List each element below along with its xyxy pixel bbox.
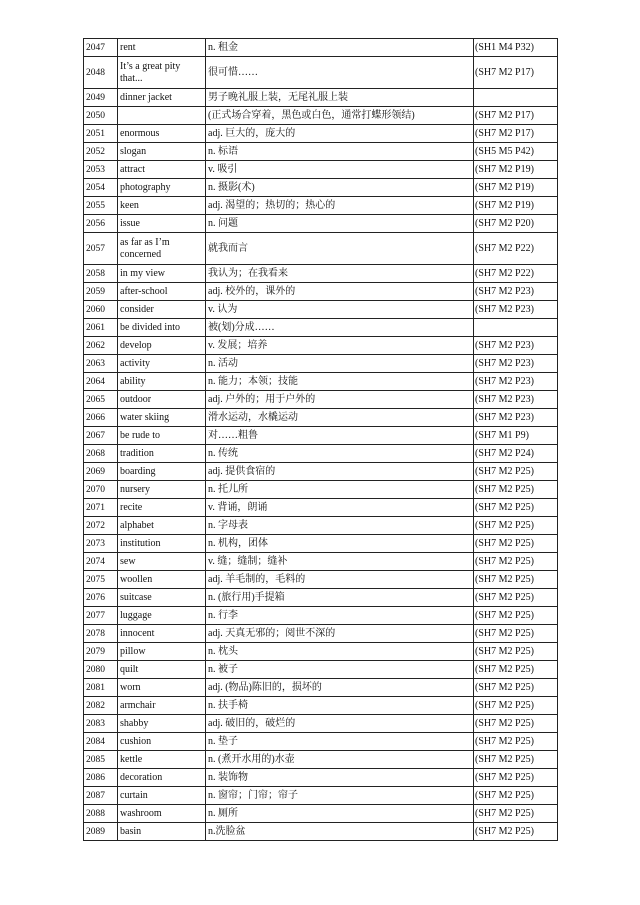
entry-word: kettle	[118, 751, 206, 769]
entry-meaning: n. 传统	[206, 445, 474, 463]
entry-meaning: 男子晚礼服上装，无尾礼服上装	[206, 89, 474, 107]
entry-word: basin	[118, 823, 206, 841]
entry-meaning: v. 认为	[206, 301, 474, 319]
entry-source: (SH7 M2 P25)	[474, 499, 558, 517]
entry-word: alphabet	[118, 517, 206, 535]
table-row	[84, 553, 558, 571]
entry-source: (SH7 M2 P24)	[474, 445, 558, 463]
entry-source: (SH7 M2 P25)	[474, 535, 558, 553]
entry-word: slogan	[118, 143, 206, 161]
entry-number: 2060	[84, 301, 118, 319]
entry-source: (SH7 M2 P25)	[474, 769, 558, 787]
table-row	[84, 143, 558, 161]
entry-meaning: n. 标语	[206, 143, 474, 161]
entry-word: enormous	[118, 125, 206, 143]
entry-source: (SH7 M2 P25)	[474, 517, 558, 535]
entry-source: (SH7 M2 P23)	[474, 391, 558, 409]
entry-meaning: n. 托儿所	[206, 481, 474, 499]
entry-source: (SH7 M2 P23)	[474, 283, 558, 301]
entry-source: (SH7 M2 P25)	[474, 589, 558, 607]
entry-number: 2070	[84, 481, 118, 499]
entry-word: sew	[118, 553, 206, 571]
entry-meaning: n. 枕头	[206, 643, 474, 661]
entry-meaning: n. 问题	[206, 215, 474, 233]
entry-number: 2059	[84, 283, 118, 301]
entry-word: be rude to	[118, 427, 206, 445]
entry-source: (SH7 M2 P22)	[474, 265, 558, 283]
entry-source: (SH7 M2 P25)	[474, 715, 558, 733]
entry-number: 2071	[84, 499, 118, 517]
entry-word: boarding	[118, 463, 206, 481]
entry-word: suitcase	[118, 589, 206, 607]
entry-meaning: n. 字母表	[206, 517, 474, 535]
entry-source: (SH7 M2 P17)	[474, 57, 558, 89]
entry-meaning: 对……粗鲁	[206, 427, 474, 445]
entry-source: (SH7 M2 P25)	[474, 463, 558, 481]
table-row	[84, 517, 558, 535]
table-row	[84, 787, 558, 805]
entry-meaning: v. 背诵，朗诵	[206, 499, 474, 517]
entry-meaning: n. 活动	[206, 355, 474, 373]
entry-meaning: n. 厕所	[206, 805, 474, 823]
entry-meaning: 滑水运动，水橇运动	[206, 409, 474, 427]
entry-meaning: v. 缝；缝制；缝补	[206, 553, 474, 571]
entry-word: woollen	[118, 571, 206, 589]
entry-word: worn	[118, 679, 206, 697]
table-row	[84, 215, 558, 233]
entry-word: recite	[118, 499, 206, 517]
entry-meaning: n. 垫子	[206, 733, 474, 751]
table-row	[84, 373, 558, 391]
entry-source: (SH7 M2 P19)	[474, 161, 558, 179]
entry-word: It’s a great pity that...	[118, 57, 206, 89]
table-row	[84, 463, 558, 481]
entry-word: luggage	[118, 607, 206, 625]
entry-source: (SH7 M2 P23)	[474, 373, 558, 391]
entry-word: activity	[118, 355, 206, 373]
table-row	[84, 499, 558, 517]
entry-source: (SH7 M2 P25)	[474, 697, 558, 715]
table-row	[84, 607, 558, 625]
entry-number: 2068	[84, 445, 118, 463]
table-row	[84, 197, 558, 215]
entry-number: 2065	[84, 391, 118, 409]
table-row	[84, 679, 558, 697]
entry-word: quilt	[118, 661, 206, 679]
table-row	[84, 625, 558, 643]
entry-meaning: n. 装饰物	[206, 769, 474, 787]
table-row	[84, 57, 558, 89]
table-row	[84, 179, 558, 197]
table-row	[84, 715, 558, 733]
entry-number: 2089	[84, 823, 118, 841]
entry-number: 2058	[84, 265, 118, 283]
entry-number: 2086	[84, 769, 118, 787]
entry-meaning: n. 被子	[206, 661, 474, 679]
entry-number: 2052	[84, 143, 118, 161]
entry-meaning: adj. 渴望的；热切的；热心的	[206, 197, 474, 215]
entry-word: develop	[118, 337, 206, 355]
table-row	[84, 125, 558, 143]
entry-number: 2072	[84, 517, 118, 535]
entry-word: cushion	[118, 733, 206, 751]
entry-source	[474, 319, 558, 337]
entry-word: institution	[118, 535, 206, 553]
entry-source: (SH7 M2 P25)	[474, 733, 558, 751]
entry-number: 2077	[84, 607, 118, 625]
entry-source: (SH1 M4 P32)	[474, 39, 558, 57]
entry-source: (SH7 M2 P25)	[474, 571, 558, 589]
entry-meaning: 很可惜……	[206, 57, 474, 89]
table-row	[84, 481, 558, 499]
entry-source: (SH7 M2 P22)	[474, 233, 558, 265]
entry-meaning: n. 能力；本领；技能	[206, 373, 474, 391]
table-row	[84, 589, 558, 607]
entry-number: 2075	[84, 571, 118, 589]
entry-meaning: n. (旅行用)手提箱	[206, 589, 474, 607]
table-row	[84, 265, 558, 283]
entry-number: 2083	[84, 715, 118, 733]
entry-number: 2051	[84, 125, 118, 143]
entry-word: photography	[118, 179, 206, 197]
entry-word: outdoor	[118, 391, 206, 409]
entry-meaning: (正式场合穿着，黑色或白色，通常打蝶形领结)	[206, 107, 474, 125]
entry-word: decoration	[118, 769, 206, 787]
entry-meaning: adj. 羊毛制的，毛料的	[206, 571, 474, 589]
entry-meaning: n. 机构，团体	[206, 535, 474, 553]
entry-source: (SH7 M2 P23)	[474, 355, 558, 373]
entry-source: (SH7 M2 P19)	[474, 197, 558, 215]
entry-meaning: adj. (物品)陈旧的，损坏的	[206, 679, 474, 697]
entry-number: 2047	[84, 39, 118, 57]
entry-number: 2061	[84, 319, 118, 337]
entry-number: 2049	[84, 89, 118, 107]
table-row	[84, 571, 558, 589]
entry-number: 2073	[84, 535, 118, 553]
entry-meaning: adj. 破旧的，破烂的	[206, 715, 474, 733]
entry-word: shabby	[118, 715, 206, 733]
entry-word: tradition	[118, 445, 206, 463]
entry-source: (SH7 M2 P17)	[474, 125, 558, 143]
entry-number: 2085	[84, 751, 118, 769]
entry-source: (SH7 M2 P25)	[474, 553, 558, 571]
table-row	[84, 427, 558, 445]
entry-source: (SH7 M2 P25)	[474, 625, 558, 643]
entry-meaning: adj. 天真无邪的；阅世不深的	[206, 625, 474, 643]
entry-meaning: n. 租金	[206, 39, 474, 57]
table-row	[84, 161, 558, 179]
entry-word: nursery	[118, 481, 206, 499]
entry-number: 2064	[84, 373, 118, 391]
entry-source: (SH7 M2 P23)	[474, 301, 558, 319]
table-row	[84, 535, 558, 553]
entry-meaning: 我认为；在我看来	[206, 265, 474, 283]
table-row	[84, 409, 558, 427]
entry-meaning: adj. 巨大的，庞大的	[206, 125, 474, 143]
entry-source: (SH7 M2 P25)	[474, 679, 558, 697]
entry-number: 2078	[84, 625, 118, 643]
entry-meaning: n. 行李	[206, 607, 474, 625]
table-row	[84, 355, 558, 373]
table-row	[84, 301, 558, 319]
table-row	[84, 661, 558, 679]
entry-number: 2057	[84, 233, 118, 265]
entry-word: in my view	[118, 265, 206, 283]
table-row	[84, 805, 558, 823]
entry-number: 2054	[84, 179, 118, 197]
table-row	[84, 39, 558, 57]
entry-word: consider	[118, 301, 206, 319]
table-row	[84, 337, 558, 355]
table-row	[84, 697, 558, 715]
entry-source: (SH7 M2 P25)	[474, 787, 558, 805]
entry-source: (SH7 M2 P23)	[474, 409, 558, 427]
entry-number: 2074	[84, 553, 118, 571]
table-row	[84, 751, 558, 769]
entry-number: 2076	[84, 589, 118, 607]
entry-number: 2053	[84, 161, 118, 179]
entry-word	[118, 107, 206, 125]
entry-source: (SH7 M2 P19)	[474, 179, 558, 197]
entry-word: attract	[118, 161, 206, 179]
entry-number: 2048	[84, 57, 118, 89]
entry-source: (SH7 M2 P25)	[474, 751, 558, 769]
entry-source: (SH7 M2 P17)	[474, 107, 558, 125]
table-row	[84, 643, 558, 661]
table-row	[84, 283, 558, 301]
vocabulary-table	[83, 38, 558, 841]
entry-number: 2050	[84, 107, 118, 125]
entry-number: 2079	[84, 643, 118, 661]
entry-source: (SH7 M2 P20)	[474, 215, 558, 233]
entry-word: issue	[118, 215, 206, 233]
entry-number: 2088	[84, 805, 118, 823]
entry-source: (SH7 M2 P25)	[474, 481, 558, 499]
entry-number: 2056	[84, 215, 118, 233]
entry-word: as far as I’m concerned	[118, 233, 206, 265]
entry-meaning: n. 扶手椅	[206, 697, 474, 715]
entry-number: 2063	[84, 355, 118, 373]
entry-number: 2082	[84, 697, 118, 715]
entry-source: (SH7 M2 P25)	[474, 607, 558, 625]
entry-word: be divided into	[118, 319, 206, 337]
entry-source: (SH7 M2 P23)	[474, 337, 558, 355]
entry-number: 2066	[84, 409, 118, 427]
entry-source: (SH7 M2 P25)	[474, 805, 558, 823]
entry-meaning: n. 摄影(术)	[206, 179, 474, 197]
vocabulary-table-body	[84, 39, 558, 841]
entry-word: washroom	[118, 805, 206, 823]
table-row	[84, 391, 558, 409]
entry-meaning: 被(划)分成……	[206, 319, 474, 337]
entry-word: after-school	[118, 283, 206, 301]
entry-number: 2084	[84, 733, 118, 751]
entry-number: 2062	[84, 337, 118, 355]
entry-meaning: v. 吸引	[206, 161, 474, 179]
entry-meaning: n.洗脸盆	[206, 823, 474, 841]
entry-meaning: n. 窗帘；门帘；帘子	[206, 787, 474, 805]
table-row	[84, 733, 558, 751]
entry-number: 2080	[84, 661, 118, 679]
entry-meaning: n. (煮开水用的)水壶	[206, 751, 474, 769]
table-row	[84, 445, 558, 463]
entry-number: 2055	[84, 197, 118, 215]
entry-meaning: v. 发展；培养	[206, 337, 474, 355]
entry-word: ability	[118, 373, 206, 391]
entry-number: 2069	[84, 463, 118, 481]
entry-source: (SH7 M2 P25)	[474, 823, 558, 841]
entry-number: 2081	[84, 679, 118, 697]
entry-word: pillow	[118, 643, 206, 661]
entry-source: (SH7 M2 P25)	[474, 643, 558, 661]
entry-meaning: adj. 提供食宿的	[206, 463, 474, 481]
vocabulary-page	[83, 38, 557, 841]
entry-word: dinner jacket	[118, 89, 206, 107]
table-row	[84, 233, 558, 265]
table-row	[84, 769, 558, 787]
entry-word: curtain	[118, 787, 206, 805]
entry-source: (SH7 M1 P9)	[474, 427, 558, 445]
entry-source: (SH7 M2 P25)	[474, 661, 558, 679]
table-row	[84, 319, 558, 337]
entry-number: 2067	[84, 427, 118, 445]
entry-number: 2087	[84, 787, 118, 805]
table-row	[84, 89, 558, 107]
entry-meaning: adj. 校外的，课外的	[206, 283, 474, 301]
table-row	[84, 107, 558, 125]
entry-word: rent	[118, 39, 206, 57]
entry-source: (SH5 M5 P42)	[474, 143, 558, 161]
entry-word: water skiing	[118, 409, 206, 427]
entry-word: armchair	[118, 697, 206, 715]
entry-word: keen	[118, 197, 206, 215]
entry-word: innocent	[118, 625, 206, 643]
table-row	[84, 823, 558, 841]
entry-meaning: adj. 户外的；用于户外的	[206, 391, 474, 409]
entry-meaning: 就我而言	[206, 233, 474, 265]
entry-source	[474, 89, 558, 107]
